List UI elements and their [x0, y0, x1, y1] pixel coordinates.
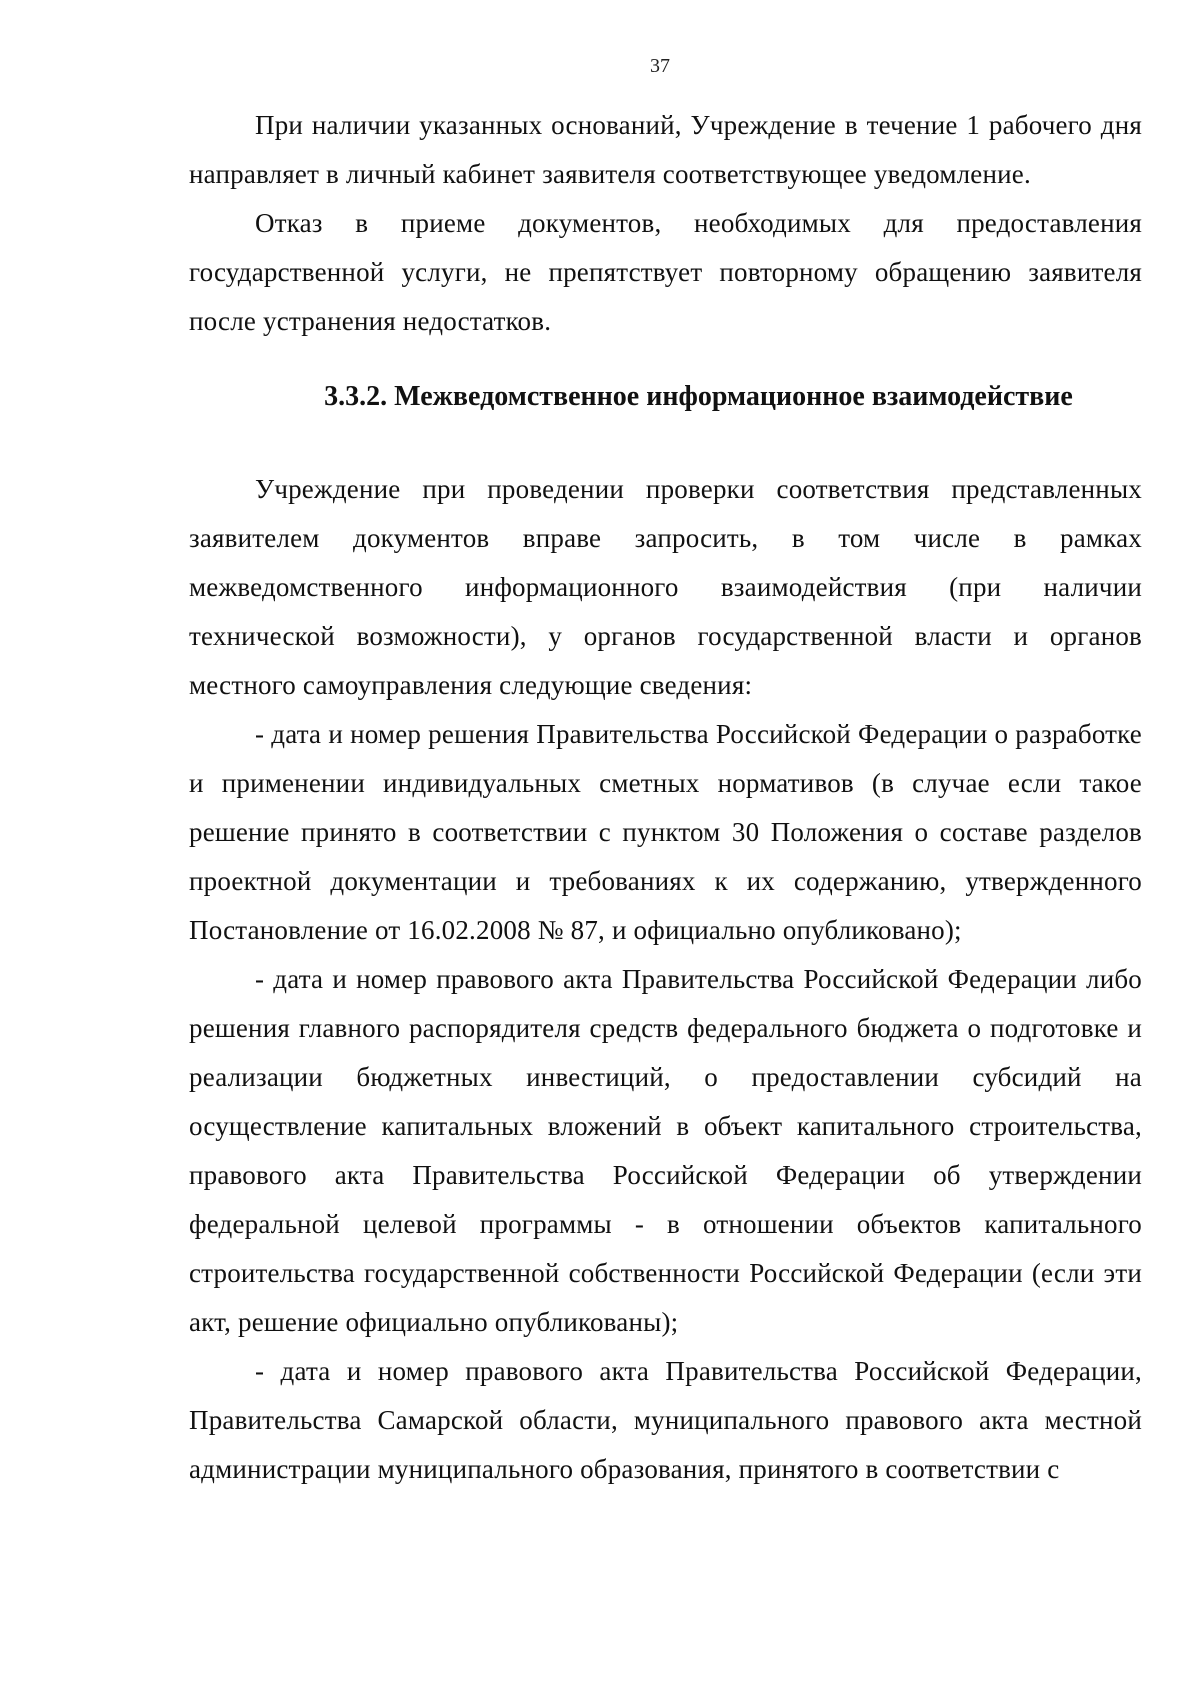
paragraph-refusal: Отказ в приеме документов, необходимых для предоставления государственной услуги, не препятствует повторному обращению заявителя после устранения недостатков.: [189, 208, 1142, 336]
list-item-legal-act: - дата и номер правового акта Правительства Российской Федерации, Правительства Самарской области, муниципального правового акта местной администрации муниципального образования, принятого в соответствии с: [189, 1356, 1142, 1484]
list-item-estimate-norms: - дата и номер решения Правительства Российской Федерации о разработке и применении индивидуальных сметных нормативов (в случае если такое решение принято в соответствии с пунктом 30 Положения о составе разделов проектной документации и требованиях к их содержанию, утвержденного Постановление от 16.02.2008 № 87, и официально опубликовано);: [189, 719, 1142, 945]
section-heading: 3.3.2. Межведомственное информационное взаимодействие: [324, 381, 1073, 412]
list-item-budget-investments: - дата и номер правового акта Правительства Российской Федерации либо решения главного распорядителя средств федерального бюджета о подготовке и реализации бюджетных инвестиций, о предоставлении субсидий на осуществление капитальных вложений в объект капитального строительства, правового акта Правительства Российской Федерации об утверждении федеральной целевой программы - в отношении объектов капитального строительства государственной собственности Российской Федерации (если эти акт, решение официально опубликованы);: [189, 964, 1142, 1337]
paragraph-intro: Учреждение при проведении проверки соответствия представленных заявителем документов вправе запросить, в том числе в рамках межведомственного информационного взаимодействия (при наличии технической возможности), у органов государственной власти и органов местного самоуправления следующие сведения:: [189, 474, 1142, 700]
page-number: 37: [650, 55, 670, 77]
paragraph-notification: При наличии указанных оснований, Учреждение в течение 1 рабочего дня направляет в личный кабинет заявителя соответствующее уведомление.: [189, 110, 1142, 189]
page-body: [189, 101, 1142, 1494]
